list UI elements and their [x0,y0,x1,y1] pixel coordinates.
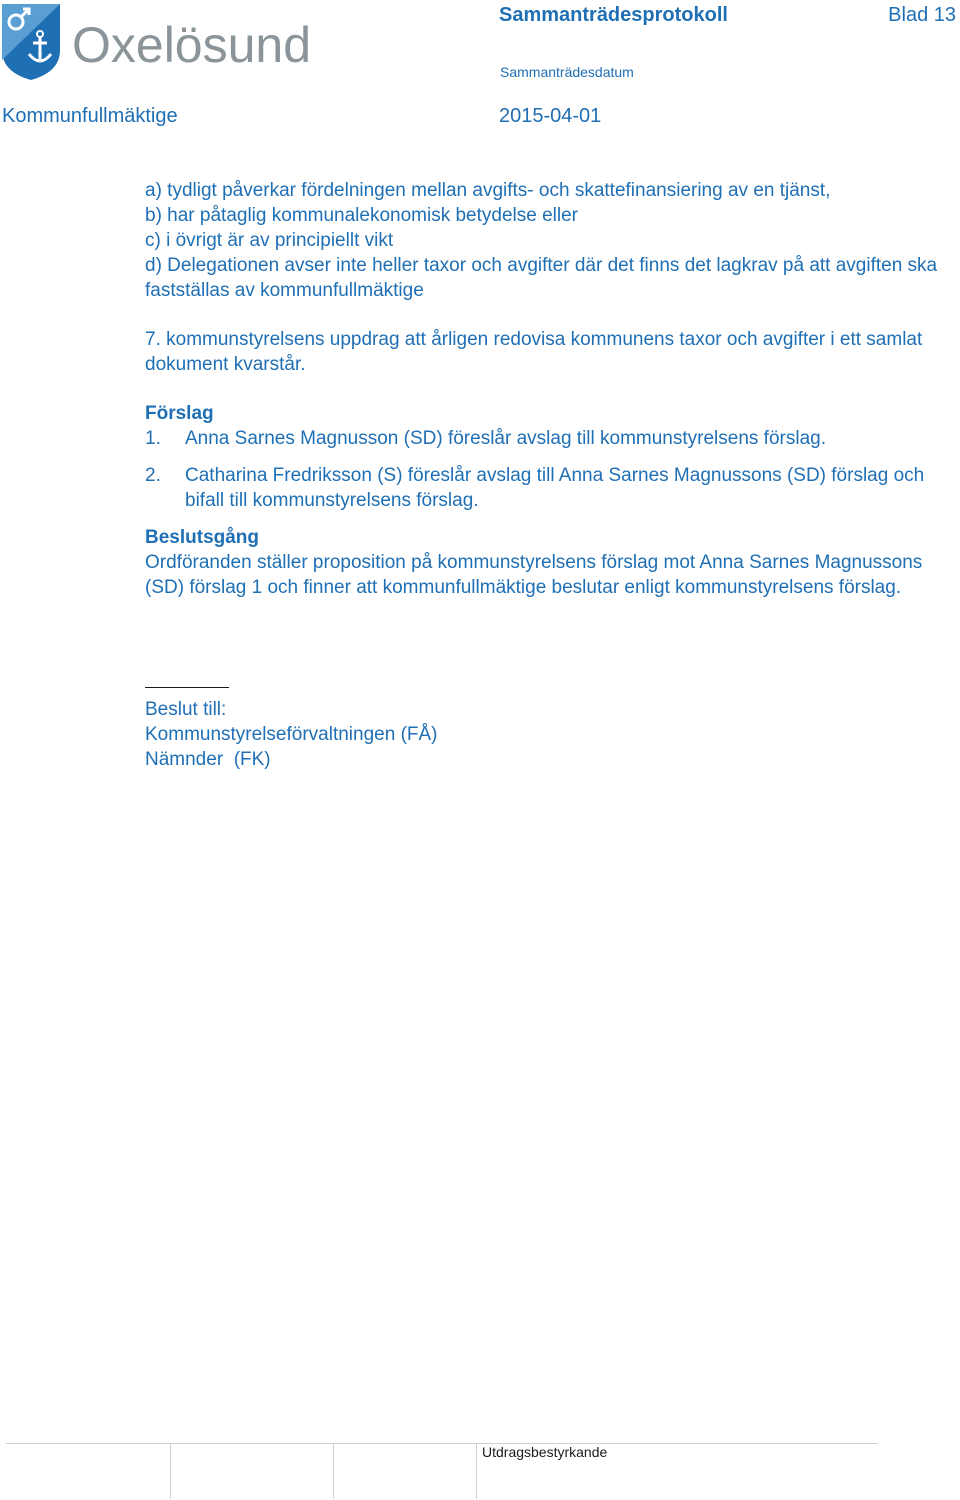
forslag-item [145,426,945,451]
logo-wordmark: Oxelösund [72,17,312,73]
document-body [145,178,945,772]
certification-label: Utdragsbestyrkande [482,1444,608,1460]
recipient: Kommunstyrelseförvaltningen (FÅ) [145,724,438,745]
signature-rule [145,687,229,688]
meeting-date-label: Sammanträdesdatum [500,64,634,80]
footer-signature-box [170,1443,171,1499]
forslag-item [145,463,945,513]
footer-signature-box [476,1443,477,1499]
page-number: Blad 13 [888,4,956,26]
forslag-item-number: 1. [145,428,161,449]
recipient: Nämnder (FK) [145,749,271,770]
beslut-till-label: Beslut till: [145,699,227,720]
document-title: Sammanträdesprotokoll [499,4,728,26]
footer-divider [6,1443,878,1444]
criteria-c: c) i övrigt är av principiellt vikt [145,230,394,251]
forslag-item-text: Catharina Fredriksson (S) föreslår avslag till Anna Sarnes Magnussons (SD) förslag och bifall till kommunstyrelsens förslag. [185,465,925,511]
forslag-heading: Förslag [145,403,214,424]
criteria-d: d) Delegationen avser inte heller taxor och avgifter där det finns det lagkrav på att avgiften ska fastställas av kommunfullmäktige [145,255,938,301]
criteria-b: b) har påtaglig kommunalekonomisk betydelse eller [145,205,579,226]
organ-name: Kommunfullmäktige [2,105,178,127]
footer-signature-box [333,1443,334,1499]
criteria-a: a) tydligt påverkar fördelningen mellan avgifts- och skattefinansiering av en tjänst, [145,180,831,201]
oxelosund-logo [0,0,340,80]
forslag-item-text: Anna Sarnes Magnusson (SD) föreslår avslag till kommunstyrelsens förslag. [185,428,826,449]
beslutsgang-heading: Beslutsgång [145,527,260,548]
forslag-item-number: 2. [145,465,161,486]
meeting-date: 2015-04-01 [499,105,602,127]
beslutsgang-text: Ordföranden ställer proposition på kommunstyrelsens förslag mot Anna Sarnes Magnussons (SD) förslag 1 och finner att kommunfullmäktige beslutar enligt kommunstyrelsens förslag. [145,552,923,598]
point-7: 7. kommunstyrelsens uppdrag att årligen redovisa kommunens taxor och avgifter i ett samlat dokument kvarstår. [145,329,923,375]
